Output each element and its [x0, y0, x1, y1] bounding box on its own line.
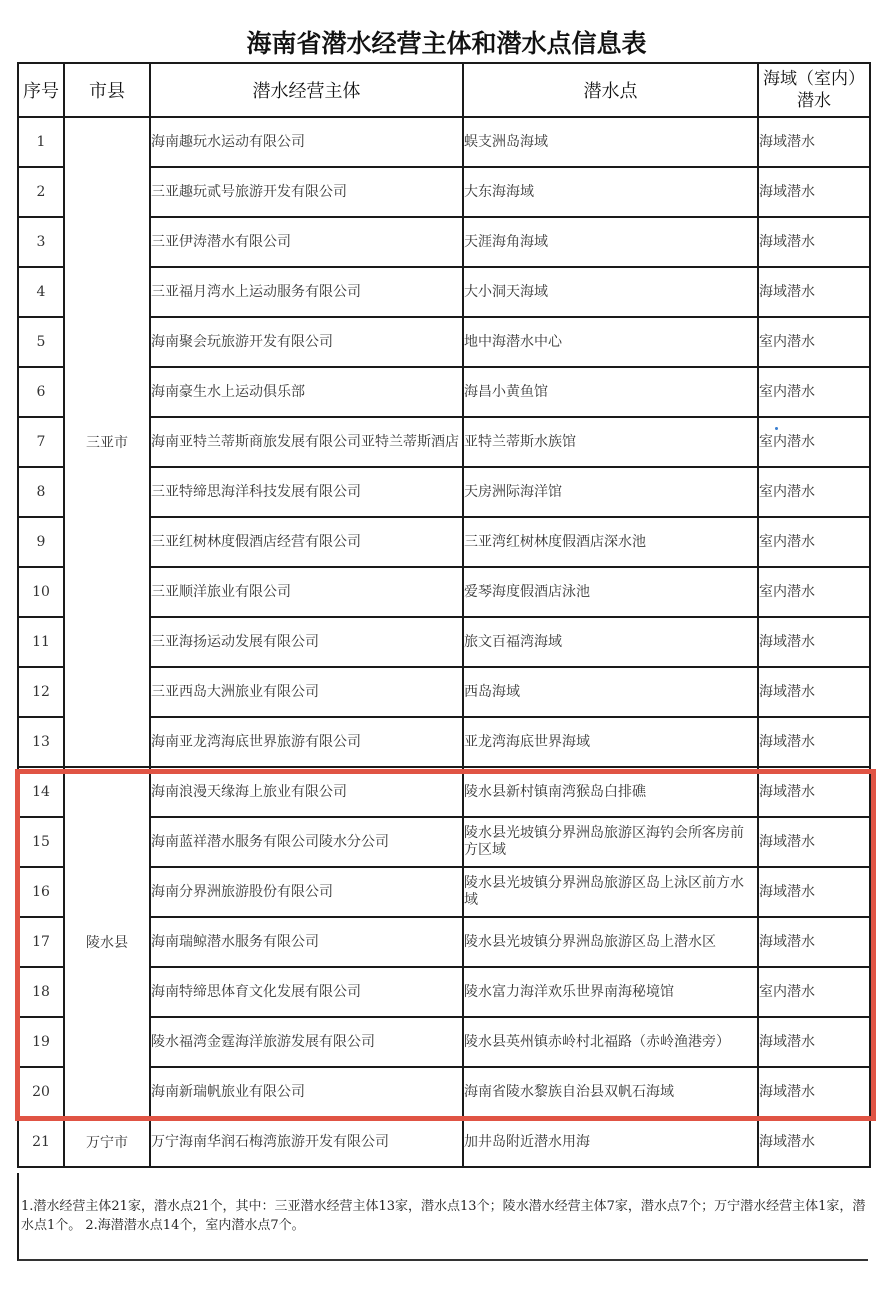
- cell-enterprise: 三亚红树林度假酒店经营有限公司: [150, 517, 463, 567]
- cell-no: 19: [18, 1017, 64, 1067]
- cell-enterprise: 海南浪漫天缘海上旅业有限公司: [150, 767, 463, 817]
- cell-type: 室内潜水: [758, 317, 870, 367]
- header-city: 市县: [64, 63, 150, 117]
- cell-no: 15: [18, 817, 64, 867]
- header-no: 序号: [18, 63, 64, 117]
- cell-enterprise: 海南趣玩水运动有限公司: [150, 117, 463, 167]
- cell-no: 20: [18, 1067, 64, 1117]
- cell-type: 海域潜水: [758, 1117, 870, 1167]
- table-row: [18, 117, 870, 167]
- cell-enterprise: 三亚趣玩贰号旅游开发有限公司: [150, 167, 463, 217]
- table-notes: 1.潜水经营主体21家，潜水点21个，其中：三亚潜水经营主体13家，潜水点13个；陵水潜水经营主体7家，潜水点7个；万宁潜水经营主体1家，潜水点1个。 2.海潜潜水点14个，室内潜水点7个。: [17, 1173, 868, 1261]
- cell-type: 海域潜水: [758, 917, 870, 967]
- cell-enterprise: 三亚顺洋旅业有限公司: [150, 567, 463, 617]
- cell-type: 室内潜水: [758, 517, 870, 567]
- cell-enterprise: 海南新瑞帆旅业有限公司: [150, 1067, 463, 1117]
- cell-spot: 陵水县新村镇南湾猴岛白排礁: [463, 767, 758, 817]
- cell-enterprise: 海南特缔思体育文化发展有限公司: [150, 967, 463, 1017]
- cell-spot: 海南省陵水黎族自治县双帆石海域: [463, 1067, 758, 1117]
- cell-no: 2: [18, 167, 64, 217]
- cell-enterprise: 海南蓝祥潜水服务有限公司陵水分公司: [150, 817, 463, 867]
- cell-no: 7: [18, 417, 64, 467]
- table-header-row: [18, 63, 870, 117]
- cell-spot: 亚特兰蒂斯水族馆: [463, 417, 758, 467]
- cell-type: 海域潜水: [758, 217, 870, 267]
- cell-spot: 西岛海域: [463, 667, 758, 717]
- cell-spot: 三亚湾红树林度假酒店深水池: [463, 517, 758, 567]
- cell-no: 4: [18, 267, 64, 317]
- cell-type: 海域潜水: [758, 267, 870, 317]
- cell-spot: 陵水县光坡镇分界洲岛旅游区海钓会所客房前方区域: [463, 817, 758, 867]
- cell-city-lingshui: 陵水县: [64, 767, 150, 1117]
- cell-spot: 加井岛附近潜水用海: [463, 1117, 758, 1167]
- cell-no: 1: [18, 117, 64, 167]
- cell-no: 3: [18, 217, 64, 267]
- cell-type: 海域潜水: [758, 667, 870, 717]
- cell-enterprise: 陵水福湾金霆海洋旅游发展有限公司: [150, 1017, 463, 1067]
- diving-info-table: [17, 62, 871, 1168]
- cell-type: 海域潜水: [758, 617, 870, 667]
- cell-spot: 陵水富力海洋欢乐世界南海秘境馆: [463, 967, 758, 1017]
- cell-spot: 大小洞天海域: [463, 267, 758, 317]
- header-enterprise: 潜水经营主体: [150, 63, 463, 117]
- cell-spot: 爱琴海度假酒店泳池: [463, 567, 758, 617]
- cell-no: 9: [18, 517, 64, 567]
- cell-enterprise: 三亚福月湾水上运动服务有限公司: [150, 267, 463, 317]
- cell-type: 海域潜水: [758, 817, 870, 867]
- cell-spot: 旅文百福湾海域: [463, 617, 758, 667]
- cell-type: 海域潜水: [758, 717, 870, 767]
- cell-spot: 陵水县光坡镇分界洲岛旅游区岛上潜水区: [463, 917, 758, 967]
- cell-spot: 地中海潜水中心: [463, 317, 758, 367]
- cell-type: 室内潜水: [758, 417, 870, 467]
- cell-no: 17: [18, 917, 64, 967]
- cell-type: 海域潜水: [758, 867, 870, 917]
- cell-no: 21: [18, 1117, 64, 1167]
- cell-city-sanya: 三亚市: [64, 117, 150, 767]
- cell-enterprise: 万宁海南华润石梅湾旅游开发有限公司: [150, 1117, 463, 1167]
- cell-type: 室内潜水: [758, 367, 870, 417]
- cell-enterprise: 三亚海扬运动发展有限公司: [150, 617, 463, 667]
- cell-type: 海域潜水: [758, 167, 870, 217]
- cell-no: 18: [18, 967, 64, 1017]
- cell-enterprise: 海南亚特兰蒂斯商旅发展有限公司亚特兰蒂斯酒店: [150, 417, 463, 467]
- header-spot: 潜水点: [463, 63, 758, 117]
- cell-city-wanning: 万宁市: [64, 1117, 150, 1167]
- cell-no: 6: [18, 367, 64, 417]
- cell-no: 8: [18, 467, 64, 517]
- cell-no: 12: [18, 667, 64, 717]
- cell-enterprise: 三亚西岛大洲旅业有限公司: [150, 667, 463, 717]
- cell-enterprise: 三亚伊涛潜水有限公司: [150, 217, 463, 267]
- table-row: [18, 767, 870, 817]
- cell-enterprise: 海南聚会玩旅游开发有限公司: [150, 317, 463, 367]
- cell-spot: 天涯海角海域: [463, 217, 758, 267]
- cell-spot: 大东海海域: [463, 167, 758, 217]
- cell-type: 室内潜水: [758, 567, 870, 617]
- cell-enterprise: 海南瑞鲸潜水服务有限公司: [150, 917, 463, 967]
- cell-type: 室内潜水: [758, 967, 870, 1017]
- stray-dot-mark: [775, 427, 778, 430]
- cell-type: 海域潜水: [758, 767, 870, 817]
- cell-type: 室内潜水: [758, 467, 870, 517]
- cell-no: 10: [18, 567, 64, 617]
- cell-spot: 海昌小黄鱼馆: [463, 367, 758, 417]
- cell-no: 11: [18, 617, 64, 667]
- cell-no: 13: [18, 717, 64, 767]
- cell-enterprise: 海南豪生水上运动俱乐部: [150, 367, 463, 417]
- cell-spot: 陵水县英州镇赤岭村北福路（赤岭渔港旁）: [463, 1017, 758, 1067]
- cell-spot: 天房洲际海洋馆: [463, 467, 758, 517]
- cell-type: 海域潜水: [758, 1067, 870, 1117]
- page-title: 海南省潜水经营主体和潜水点信息表: [246, 29, 647, 58]
- cell-enterprise: 海南亚龙湾海底世界旅游有限公司: [150, 717, 463, 767]
- cell-type: 海域潜水: [758, 117, 870, 167]
- table-row: [18, 1117, 870, 1167]
- header-type: 海域（室内）潜水: [758, 63, 870, 117]
- cell-enterprise: 三亚特缔思海洋科技发展有限公司: [150, 467, 463, 517]
- cell-spot: 陵水县光坡镇分界洲岛旅游区岛上泳区前方水域: [463, 867, 758, 917]
- cell-spot: 亚龙湾海底世界海域: [463, 717, 758, 767]
- cell-spot: 蜈支洲岛海域: [463, 117, 758, 167]
- cell-no: 16: [18, 867, 64, 917]
- cell-no: 14: [18, 767, 64, 817]
- cell-enterprise: 海南分界洲旅游股份有限公司: [150, 867, 463, 917]
- cell-type: 海域潜水: [758, 1017, 870, 1067]
- cell-no: 5: [18, 317, 64, 367]
